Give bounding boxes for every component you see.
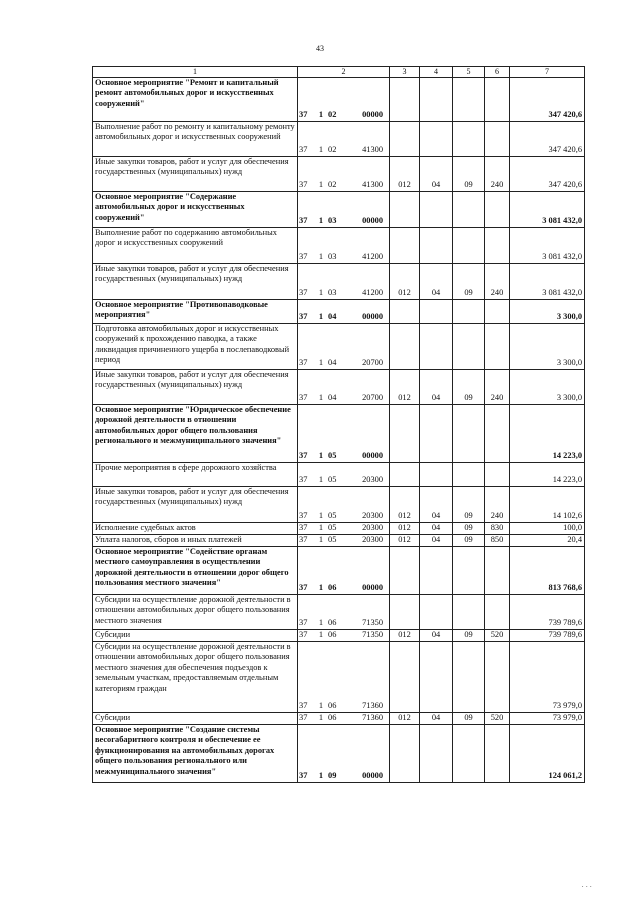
code-part: 09 — [328, 771, 337, 781]
row-col5 — [453, 594, 485, 629]
row-code — [298, 299, 390, 323]
code-part: 02 — [328, 110, 337, 120]
row-col3: 012 — [390, 156, 420, 191]
code-part: 1 — [318, 630, 324, 640]
row-col6: 240 — [485, 486, 510, 522]
row-col5 — [453, 77, 485, 121]
row-col3 — [390, 299, 420, 323]
row-code — [298, 323, 390, 369]
code-part: 20300 — [362, 475, 383, 485]
code-part: 1 — [318, 358, 324, 368]
code-part: 1 — [318, 771, 324, 781]
row-col5: 09 — [453, 534, 485, 546]
row-amount: 14 102,6 — [510, 486, 585, 522]
row-col3 — [390, 227, 420, 263]
row-amount: 100,0 — [510, 522, 585, 534]
code-part: 1 — [318, 288, 324, 298]
code-part: 00000 — [362, 312, 383, 322]
code-part: 20700 — [362, 358, 383, 368]
row-amount: 347 420,6 — [510, 77, 585, 121]
row-code — [298, 546, 390, 594]
column-header-2: 2 — [298, 67, 390, 78]
row-col4 — [420, 724, 453, 782]
row-amount: 3 300,0 — [510, 299, 585, 323]
row-amount: 813 768,6 — [510, 546, 585, 594]
row-code — [298, 641, 390, 712]
row-col6 — [485, 546, 510, 594]
code-part: 05 — [328, 523, 337, 533]
code-part: 41300 — [362, 180, 383, 190]
code-part: 20300 — [362, 535, 383, 545]
code-part: 37 — [299, 288, 308, 298]
row-amount: 3 081 432,0 — [510, 263, 585, 299]
code-part: 04 — [328, 312, 337, 322]
row-col4 — [420, 323, 453, 369]
code-part: 37 — [299, 618, 308, 628]
row-code — [298, 534, 390, 546]
row-col3: 012 — [390, 629, 420, 641]
row-col4 — [420, 77, 453, 121]
table-body — [93, 67, 585, 783]
row-name: Субсидии — [93, 712, 298, 724]
table-row — [93, 121, 585, 156]
row-col4 — [420, 462, 453, 486]
row-code — [298, 486, 390, 522]
column-header-4: 4 — [420, 67, 453, 78]
code-part: 71360 — [362, 713, 383, 723]
row-col5 — [453, 462, 485, 486]
row-col4 — [420, 191, 453, 227]
row-col6: 240 — [485, 369, 510, 404]
row-name: Иные закупки товаров, работ и услуг для обеспечения государственных (муниципальных) нужд — [93, 156, 298, 191]
row-col4: 04 — [420, 156, 453, 191]
row-col5 — [453, 546, 485, 594]
row-name: Иные закупки товаров, работ и услуг для обеспечения государственных (муниципальных) нужд — [93, 486, 298, 522]
row-amount: 14 223,0 — [510, 404, 585, 462]
code-part: 37 — [299, 312, 308, 322]
row-col6 — [485, 227, 510, 263]
row-code — [298, 522, 390, 534]
code-part: 05 — [328, 535, 337, 545]
row-col3: 012 — [390, 712, 420, 724]
row-col4: 04 — [420, 486, 453, 522]
code-part: 41200 — [362, 252, 383, 262]
code-part: 00000 — [362, 216, 383, 226]
code-part: 1 — [318, 180, 324, 190]
code-part: 41200 — [362, 288, 383, 298]
table-row — [93, 594, 585, 629]
code-part: 00000 — [362, 771, 383, 781]
row-code — [298, 724, 390, 782]
code-part: 41300 — [362, 145, 383, 155]
row-col5: 09 — [453, 522, 485, 534]
row-col5 — [453, 299, 485, 323]
code-part: 04 — [328, 358, 337, 368]
code-part: 1 — [318, 110, 324, 120]
code-part: 04 — [328, 393, 337, 403]
row-amount: 3 081 432,0 — [510, 191, 585, 227]
table-row — [93, 641, 585, 712]
code-part: 20700 — [362, 393, 383, 403]
row-name: Основное мероприятие "Противопаводковые мероприятия" — [93, 299, 298, 323]
row-name: Уплата налогов, сборов и иных платежей — [93, 534, 298, 546]
row-name: Основное мероприятие "Создание системы весогабаритного контроля и обеспечение ее функционирования на автомобильных дорогах общего пользования регионального или межмуниципального значения" — [93, 724, 298, 782]
code-part: 37 — [299, 701, 308, 711]
row-amount: 3 300,0 — [510, 323, 585, 369]
code-part: 06 — [328, 701, 337, 711]
section-row — [93, 77, 585, 121]
code-part: 1 — [318, 523, 324, 533]
row-col3 — [390, 641, 420, 712]
row-name: Основное мероприятие "Содержание автомобильных дорог и искусственных сооружений" — [93, 191, 298, 227]
code-part: 1 — [318, 145, 324, 155]
code-part: 06 — [328, 630, 337, 640]
row-col4: 04 — [420, 534, 453, 546]
code-part: 03 — [328, 216, 337, 226]
code-part: 37 — [299, 145, 308, 155]
row-code — [298, 263, 390, 299]
row-name: Подготовка автомобильных дорог и искусственных сооружений к прохождению паводка, а также ликвидация причиненного ущерба в послепаводковый период — [93, 323, 298, 369]
code-part: 1 — [318, 713, 324, 723]
table-row — [93, 369, 585, 404]
row-col6 — [485, 724, 510, 782]
code-part: 20300 — [362, 511, 383, 521]
row-col6: 240 — [485, 263, 510, 299]
row-col6 — [485, 404, 510, 462]
code-part: 1 — [318, 216, 324, 226]
row-amount: 73 979,0 — [510, 641, 585, 712]
row-col3 — [390, 546, 420, 594]
row-col4 — [420, 299, 453, 323]
row-col6: 240 — [485, 156, 510, 191]
code-part: 37 — [299, 535, 308, 545]
code-part: 37 — [299, 451, 308, 461]
column-header-1: 1 — [93, 67, 298, 78]
code-part: 05 — [328, 511, 337, 521]
row-amount: 347 420,6 — [510, 156, 585, 191]
row-col3 — [390, 724, 420, 782]
row-col3 — [390, 121, 420, 156]
table-row — [93, 227, 585, 263]
row-col5: 09 — [453, 369, 485, 404]
row-col5: 09 — [453, 486, 485, 522]
code-part: 37 — [299, 475, 308, 485]
section-row — [93, 299, 585, 323]
row-col3 — [390, 323, 420, 369]
code-part: 37 — [299, 110, 308, 120]
code-part: 02 — [328, 145, 337, 155]
code-part: 1 — [318, 475, 324, 485]
code-part: 37 — [299, 523, 308, 533]
code-part: 71350 — [362, 618, 383, 628]
row-name: Основное мероприятие "Содействие органам местного самоуправления в осуществлении дорожной деятельности в отношении дорог общего пользования местного значения" — [93, 546, 298, 594]
code-part: 06 — [328, 713, 337, 723]
code-part: 71360 — [362, 701, 383, 711]
row-col4 — [420, 227, 453, 263]
row-code — [298, 404, 390, 462]
code-part: 37 — [299, 713, 308, 723]
row-name: Исполнение судебных актов — [93, 522, 298, 534]
code-part: 1 — [318, 583, 324, 593]
code-part: 05 — [328, 475, 337, 485]
row-col4: 04 — [420, 712, 453, 724]
code-part: 1 — [318, 252, 324, 262]
row-name: Субсидии — [93, 629, 298, 641]
row-col6: 850 — [485, 534, 510, 546]
row-col4 — [420, 594, 453, 629]
row-col5: 09 — [453, 629, 485, 641]
row-code — [298, 462, 390, 486]
code-part: 02 — [328, 180, 337, 190]
code-part: 1 — [318, 701, 324, 711]
row-code — [298, 369, 390, 404]
row-col4: 04 — [420, 629, 453, 641]
table-row — [93, 712, 585, 724]
row-col6 — [485, 77, 510, 121]
code-part: 1 — [318, 393, 324, 403]
table-row — [93, 629, 585, 641]
section-row — [93, 724, 585, 782]
row-col4 — [420, 641, 453, 712]
code-part: 05 — [328, 451, 337, 461]
row-col6: 520 — [485, 712, 510, 724]
code-part: 00000 — [362, 110, 383, 120]
row-col6 — [485, 299, 510, 323]
row-name: Иные закупки товаров, работ и услуг для обеспечения государственных (муниципальных) нужд — [93, 369, 298, 404]
row-col6: 520 — [485, 629, 510, 641]
row-amount: 20,4 — [510, 534, 585, 546]
row-col3: 012 — [390, 486, 420, 522]
code-part: 1 — [318, 535, 324, 545]
row-col6 — [485, 191, 510, 227]
code-part: 37 — [299, 511, 308, 521]
code-part: 37 — [299, 216, 308, 226]
row-col5 — [453, 404, 485, 462]
code-part: 00000 — [362, 583, 383, 593]
row-col5: 09 — [453, 263, 485, 299]
row-code — [298, 629, 390, 641]
row-col5: 09 — [453, 156, 485, 191]
section-row — [93, 404, 585, 462]
code-part: 1 — [318, 451, 324, 461]
row-col4: 04 — [420, 522, 453, 534]
row-col4: 04 — [420, 369, 453, 404]
row-name: Основное мероприятие "Юридическое обеспечение дорожной деятельности в отношении автомобильных дорог общего пользования регионального и межмуниципального значения" — [93, 404, 298, 462]
row-col5 — [453, 191, 485, 227]
row-code — [298, 77, 390, 121]
code-part: 37 — [299, 630, 308, 640]
row-name: Основное мероприятие "Ремонт и капитальный ремонт автомобильных дорог и искусственных сооружений" — [93, 77, 298, 121]
section-row — [93, 191, 585, 227]
row-col4 — [420, 121, 453, 156]
column-header-5: 5 — [453, 67, 485, 78]
table-row — [93, 323, 585, 369]
row-code — [298, 156, 390, 191]
row-col5 — [453, 641, 485, 712]
row-name: Выполнение работ по содержанию автомобильных дорог и искусственных сооружений — [93, 227, 298, 263]
row-col6 — [485, 594, 510, 629]
code-part: 37 — [299, 358, 308, 368]
row-col6 — [485, 641, 510, 712]
table-row — [93, 534, 585, 546]
row-col6 — [485, 462, 510, 486]
row-col5 — [453, 121, 485, 156]
row-name: Субсидии на осуществление дорожной деятельности в отношении автомобильных дорог общего пользования местного значения — [93, 594, 298, 629]
code-part: 00000 — [362, 451, 383, 461]
code-part: 06 — [328, 618, 337, 628]
code-part: 1 — [318, 312, 324, 322]
table-row — [93, 156, 585, 191]
row-amount: 124 061,2 — [510, 724, 585, 782]
row-name: Субсидии на осуществление дорожной деятельности в отношении автомобильных дорог общего пользования местного значения для обеспечения подъездов к земельным участкам, предоставляемым отдельным категориям граждан — [93, 641, 298, 712]
row-col6: 830 — [485, 522, 510, 534]
row-amount: 14 223,0 — [510, 462, 585, 486]
column-header-3: 3 — [390, 67, 420, 78]
table-row — [93, 263, 585, 299]
row-col6 — [485, 323, 510, 369]
row-code — [298, 712, 390, 724]
row-name: Выполнение работ по ремонту и капитальному ремонту автомобильных дорог и искусственных сооружений — [93, 121, 298, 156]
code-part: 1 — [318, 511, 324, 521]
row-name: Прочие мероприятия в сфере дорожного хозяйства — [93, 462, 298, 486]
code-part: 71350 — [362, 630, 383, 640]
code-part: 37 — [299, 583, 308, 593]
row-code — [298, 227, 390, 263]
row-amount: 3 300,0 — [510, 369, 585, 404]
section-row — [93, 546, 585, 594]
table-row — [93, 462, 585, 486]
row-col6 — [485, 121, 510, 156]
row-col3: 012 — [390, 369, 420, 404]
budget-table — [92, 66, 585, 783]
row-col5 — [453, 323, 485, 369]
code-part: 37 — [299, 771, 308, 781]
code-part: 06 — [328, 583, 337, 593]
code-part: 37 — [299, 393, 308, 403]
row-col5 — [453, 724, 485, 782]
column-header-6: 6 — [485, 67, 510, 78]
row-col3 — [390, 594, 420, 629]
row-col5: 09 — [453, 712, 485, 724]
row-col3: 012 — [390, 522, 420, 534]
row-amount: 739 789,6 — [510, 629, 585, 641]
row-col3 — [390, 462, 420, 486]
row-amount: 739 789,6 — [510, 594, 585, 629]
code-part: 1 — [318, 618, 324, 628]
row-amount: 347 420,6 — [510, 121, 585, 156]
row-code — [298, 594, 390, 629]
row-amount: 73 979,0 — [510, 712, 585, 724]
page-number: 43 — [316, 44, 324, 53]
table-row — [93, 522, 585, 534]
row-col3 — [390, 191, 420, 227]
code-part: 37 — [299, 180, 308, 190]
code-part: 37 — [299, 252, 308, 262]
row-code — [298, 191, 390, 227]
row-col5 — [453, 227, 485, 263]
row-col3: 012 — [390, 263, 420, 299]
corner-mark: · · · — [581, 883, 592, 891]
row-amount: 3 081 432,0 — [510, 227, 585, 263]
code-part: 20300 — [362, 523, 383, 533]
row-col3 — [390, 404, 420, 462]
header-row — [93, 67, 585, 78]
code-part: 03 — [328, 288, 337, 298]
row-name: Иные закупки товаров, работ и услуг для обеспечения государственных (муниципальных) нужд — [93, 263, 298, 299]
row-col4: 04 — [420, 263, 453, 299]
row-col3: 012 — [390, 534, 420, 546]
code-part: 03 — [328, 252, 337, 262]
column-header-7: 7 — [510, 67, 585, 78]
row-code — [298, 121, 390, 156]
row-col3 — [390, 77, 420, 121]
row-col4 — [420, 404, 453, 462]
row-col4 — [420, 546, 453, 594]
table-row — [93, 486, 585, 522]
